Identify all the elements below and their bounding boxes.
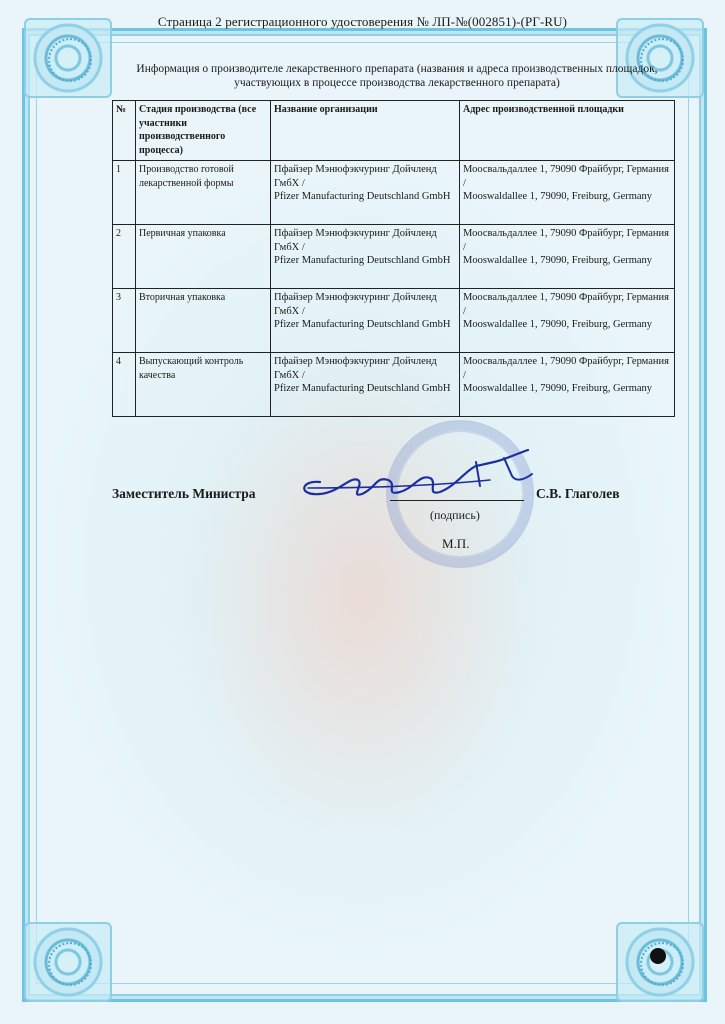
stamp-place-label: М.П. bbox=[442, 536, 470, 551]
signatory-title: Заместитель Министра bbox=[112, 486, 256, 501]
cell-stage: Вторичная упаковка bbox=[136, 289, 271, 353]
address-ru: Моосвальдаллее 1, 79090 Фрайбург, Германия / bbox=[463, 228, 669, 253]
address-ru: Моосвальдаллее 1, 79090 Фрайбург, Германия / bbox=[463, 356, 669, 381]
cell-stage: Производство готовой лекарственной формы bbox=[136, 161, 271, 225]
signatory-name: С.В. Глаголев bbox=[536, 486, 620, 501]
org-name-en: Pfizer Manufacturing Deutschland GmbH bbox=[274, 191, 451, 202]
signature-line bbox=[390, 500, 524, 501]
org-name-ru: Пфайзер Мэнюфэкчуринг Дойчленд ГмбХ / bbox=[274, 228, 437, 253]
org-name-ru: Пфайзер Мэнюфэкчуринг Дойчленд ГмбХ / bbox=[274, 356, 437, 381]
cell-stage: Выпускающий контроль качества bbox=[136, 353, 271, 417]
production-sites-table bbox=[112, 100, 675, 417]
header-org: Название организации bbox=[271, 101, 460, 161]
org-name-en: Pfizer Manufacturing Deutschland GmbH bbox=[274, 383, 451, 394]
signature-caption: (подпись) bbox=[430, 508, 480, 522]
org-name-ru: Пфайзер Мэнюфэкчуринг Дойчленд ГмбХ / bbox=[274, 164, 437, 189]
corner-rosette-top-left bbox=[24, 18, 112, 98]
cell-num: 4 bbox=[113, 353, 136, 417]
cell-address bbox=[460, 353, 675, 417]
info-heading bbox=[112, 62, 682, 90]
cell-num: 3 bbox=[113, 289, 136, 353]
cell-address bbox=[460, 161, 675, 225]
cell-org bbox=[271, 225, 460, 289]
org-name-ru: Пфайзер Мэнюфэкчуринг Дойчленд ГмбХ / bbox=[274, 292, 437, 317]
cell-org bbox=[271, 161, 460, 225]
corner-rosette-bottom-left bbox=[24, 922, 112, 1002]
address-en: Mooswaldallee 1, 79090, Freiburg, Germany bbox=[463, 319, 653, 330]
address-en: Mooswaldallee 1, 79090, Freiburg, Germany bbox=[463, 383, 653, 394]
header-num: № bbox=[113, 101, 136, 161]
cell-stage: Первичная упаковка bbox=[136, 225, 271, 289]
punch-hole bbox=[650, 948, 666, 964]
table-header-row bbox=[113, 101, 675, 161]
table-row bbox=[113, 289, 675, 353]
cell-org bbox=[271, 353, 460, 417]
info-line-2: участвующих в процессе производства лекарственного препарата) bbox=[234, 77, 560, 89]
cell-address bbox=[460, 225, 675, 289]
table-row bbox=[113, 161, 675, 225]
cell-num: 1 bbox=[113, 161, 136, 225]
table-row bbox=[113, 225, 675, 289]
page-header: Страница 2 регистрационного удостоверения № ЛП-№(002851)-(РГ-RU) bbox=[157, 14, 568, 29]
header-address: Адрес производственной площадки bbox=[460, 101, 675, 161]
cell-address bbox=[460, 289, 675, 353]
address-en: Mooswaldallee 1, 79090, Freiburg, Germany bbox=[463, 191, 653, 202]
address-ru: Моосвальдаллее 1, 79090 Фрайбург, Германия / bbox=[463, 164, 669, 189]
address-ru: Моосвальдаллее 1, 79090 Фрайбург, Германия / bbox=[463, 292, 669, 317]
info-line-1: Информация о производителе лекарственного препарата (названия и адреса производственных площадок, bbox=[136, 63, 658, 75]
address-en: Mooswaldallee 1, 79090, Freiburg, Germany bbox=[463, 255, 653, 266]
org-name-en: Pfizer Manufacturing Deutschland GmbH bbox=[274, 319, 451, 330]
cell-num: 2 bbox=[113, 225, 136, 289]
header-stage: Стадия производства (все участники производственного процесса) bbox=[136, 101, 271, 161]
table-row bbox=[113, 353, 675, 417]
org-name-en: Pfizer Manufacturing Deutschland GmbH bbox=[274, 255, 451, 266]
cell-org bbox=[271, 289, 460, 353]
